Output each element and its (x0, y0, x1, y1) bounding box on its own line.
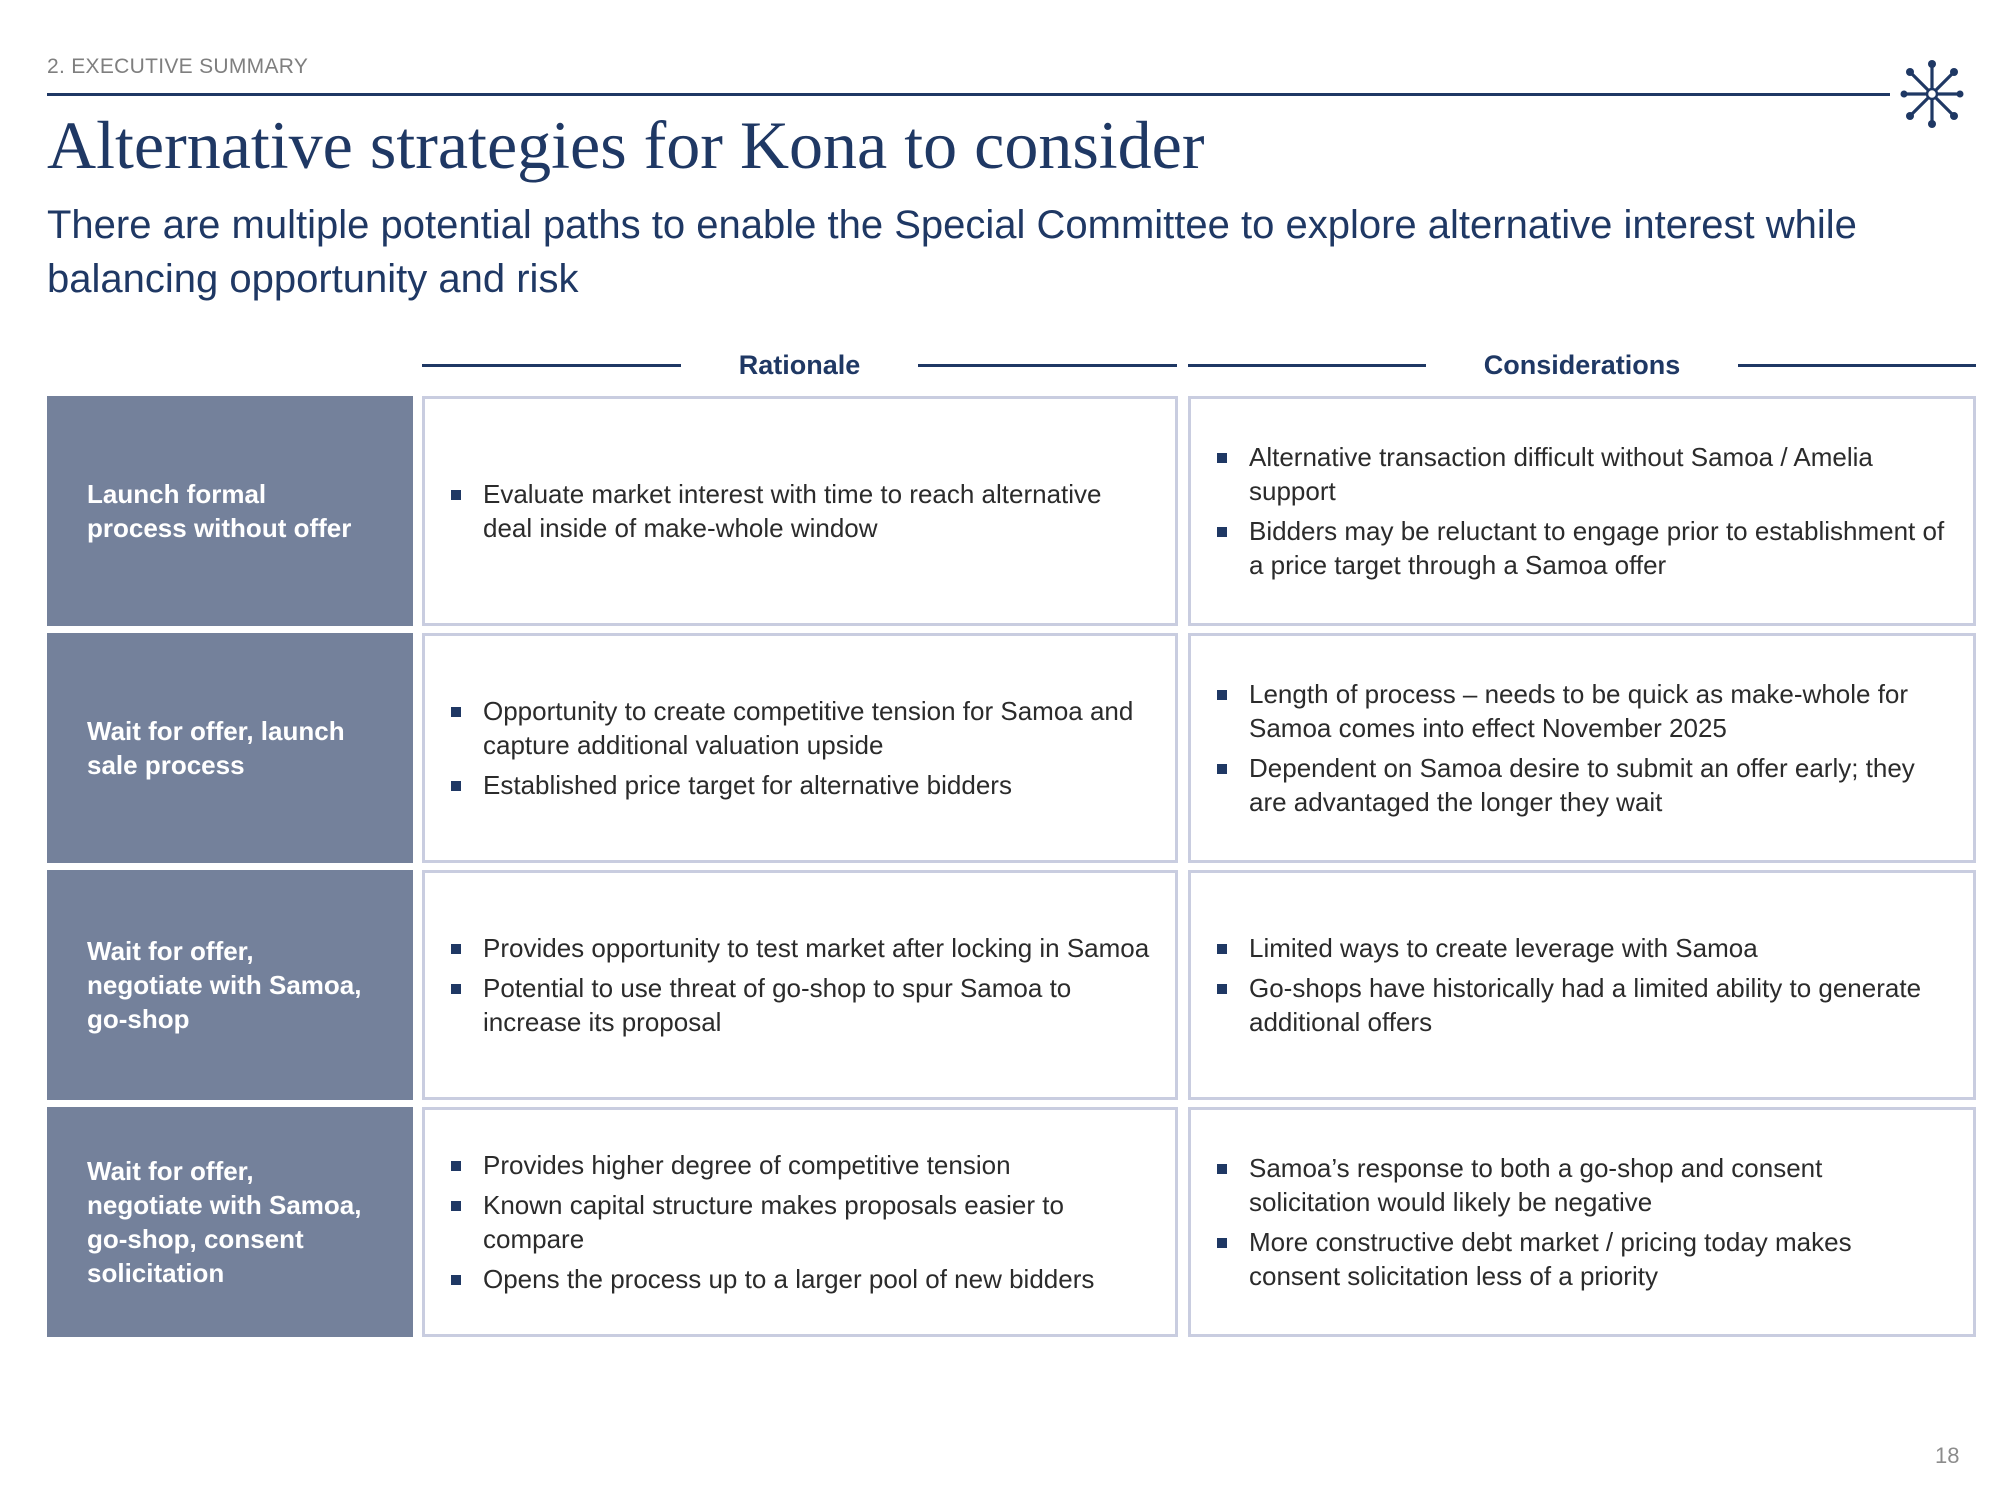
considerations-cell (1188, 1107, 1976, 1337)
bullet-item: Evaluate market interest with time to reach alternative deal inside of make-whole window (443, 477, 1151, 545)
rationale-list (443, 1148, 1151, 1296)
rationale-cell (422, 396, 1178, 626)
firm-logo-icon (1900, 58, 1964, 130)
column-header-rule (422, 364, 681, 367)
bullet-item: Established price target for alternative bidders (443, 768, 1151, 802)
bullet-item: Provides higher degree of competitive tension (443, 1148, 1151, 1182)
rationale-list (443, 694, 1151, 802)
bullet-item: Go-shops have historically had a limited ability to generate additional offers (1209, 971, 1949, 1039)
column-header-label: Considerations (1483, 349, 1681, 380)
column-header-rule (1738, 364, 1976, 367)
column-header-considerations (1188, 345, 1976, 385)
rationale-cell (422, 1107, 1178, 1337)
bullet-item: Opens the process up to a larger pool of new bidders (443, 1262, 1151, 1296)
bullet-item: Provides opportunity to test market after locking in Samoa (443, 931, 1151, 965)
header-divider (47, 93, 1890, 96)
bullet-item: Dependent on Samoa desire to submit an offer early; they are advantaged the longer they wait (1209, 751, 1949, 819)
section-label: 2. EXECUTIVE SUMMARY (47, 55, 309, 78)
page-title: Alternative strategies for Kona to consider (47, 107, 1205, 183)
row-label-wait-negotiate-consent: Wait for offer, negotiate with Samoa, go-shop, consent solicitation (47, 1107, 413, 1337)
considerations-cell (1188, 633, 1976, 863)
rationale-list (443, 477, 1151, 545)
row-label-wait-launch-sale: Wait for offer, launch sale process (47, 633, 413, 863)
page-number: 18 (1935, 1443, 1960, 1468)
bullet-item: Potential to use threat of go-shop to spur Samoa to increase its proposal (443, 971, 1151, 1039)
column-header-rationale (422, 345, 1177, 385)
row-label-launch-formal-process: Launch formal process without offer (47, 396, 413, 626)
bullet-item: Known capital structure makes proposals easier to compare (443, 1188, 1151, 1256)
column-header-rule (918, 364, 1177, 367)
bullet-item: Opportunity to create competitive tension for Samoa and capture additional valuation upside (443, 694, 1151, 762)
page-subtitle: There are multiple potential paths to enable the Special Committee to explore alternative interest while balancing opportunity and risk (47, 203, 1857, 301)
considerations-list (1209, 1151, 1949, 1293)
considerations-cell (1188, 396, 1976, 626)
row-label-wait-negotiate-go-shop: Wait for offer, negotiate with Samoa, go-shop (47, 870, 413, 1100)
column-header-label: Rationale (738, 349, 861, 380)
considerations-list (1209, 931, 1949, 1039)
bullet-item: More constructive debt market / pricing today makes consent solicitation less of a priority (1209, 1225, 1949, 1293)
bullet-item: Limited ways to create leverage with Samoa (1209, 931, 1949, 965)
considerations-list (1209, 677, 1949, 819)
bullet-item: Alternative transaction difficult without Samoa / Amelia support (1209, 440, 1949, 508)
bullet-item: Bidders may be reluctant to engage prior to establishment of a price target through a Samoa offer (1209, 514, 1949, 582)
column-header-rule (1188, 364, 1426, 367)
bullet-item: Length of process – needs to be quick as make-whole for Samoa comes into effect November 2025 (1209, 677, 1949, 745)
rationale-list (443, 931, 1151, 1039)
rationale-cell (422, 633, 1178, 863)
rationale-cell (422, 870, 1178, 1100)
considerations-list (1209, 440, 1949, 582)
considerations-cell (1188, 870, 1976, 1100)
bullet-item: Samoa’s response to both a go-shop and consent solicitation would likely be negative (1209, 1151, 1949, 1219)
